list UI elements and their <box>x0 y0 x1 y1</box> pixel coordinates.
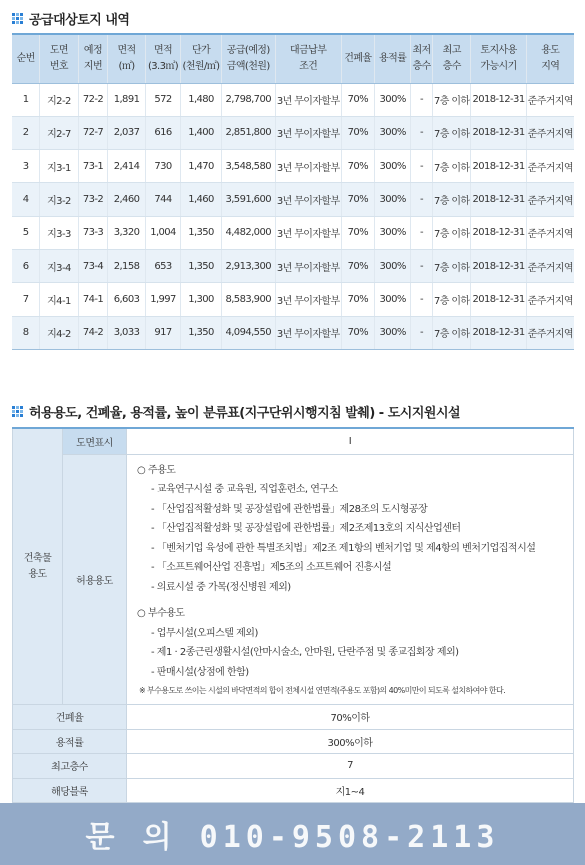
land-supply-table <box>12 33 574 350</box>
spec-label: 용적률 <box>13 729 127 754</box>
table-cell: 2018-12-31 <box>471 150 526 183</box>
main-use-heading: ○ 주용도 <box>137 464 176 476</box>
table-cell: 70% <box>341 183 375 216</box>
table-cell: 1,400 <box>181 116 221 149</box>
table-cell: 7층 이하 <box>432 283 471 316</box>
table-cell: 73-2 <box>78 183 108 216</box>
table-cell: 6,603 <box>108 283 145 316</box>
table-cell: 3년 무이자할부 <box>275 116 341 149</box>
table-cell: 7층 이하 <box>432 116 471 149</box>
table-cell: 7층 이하 <box>432 83 471 116</box>
table-cell: 2,037 <box>108 116 145 149</box>
table-cell: 3년 무이자할부 <box>275 249 341 282</box>
building-use-group-label <box>13 428 63 705</box>
spec-value: 7 <box>127 754 574 779</box>
table-cell: 300% <box>375 83 411 116</box>
table-cell: 70% <box>341 83 375 116</box>
table-cell: 73-1 <box>78 150 108 183</box>
map-label-cell: 도면표시 <box>63 428 127 454</box>
table-cell: 지4-1 <box>40 283 78 316</box>
spec-label: 해당블록 <box>13 778 127 803</box>
table-cell: 지3-3 <box>40 216 78 249</box>
table-cell: 3 <box>12 150 40 183</box>
table-cell: 2018-12-31 <box>471 216 526 249</box>
table-cell: - <box>411 216 433 249</box>
table-cell: - <box>411 316 433 349</box>
table-cell: 70% <box>341 316 375 349</box>
table-cell: - <box>411 249 433 282</box>
table-cell: 1,004 <box>145 216 181 249</box>
table-row <box>12 116 574 149</box>
table-cell: 3년 무이자할부 <box>275 316 341 349</box>
main-use-item: - 「산업집적활성화 및 공장설립에 관한법률」제28조의 도시형공장 <box>151 503 428 515</box>
table-cell: 1 <box>12 83 40 116</box>
table-cell: 준주거지역 <box>526 183 574 216</box>
table-cell: 4,094,550 <box>221 316 275 349</box>
column-header: 최저 층수 <box>411 34 433 83</box>
table-cell: 2018-12-31 <box>471 183 526 216</box>
table-cell: 3,033 <box>108 316 145 349</box>
column-header: 단가 (천원/㎡) <box>181 34 221 83</box>
section2-title <box>12 402 460 421</box>
table-cell: 917 <box>145 316 181 349</box>
table-cell: 준주거지역 <box>526 116 574 149</box>
sub-use-item: - 업무시설(오피스텔 제외) <box>151 627 258 639</box>
table-cell: 2 <box>12 116 40 149</box>
table-cell: 2,851,800 <box>221 116 275 149</box>
contact-phone-text: 문 의 010-9508-2113 <box>85 820 500 855</box>
table-cell: 2018-12-31 <box>471 283 526 316</box>
table-cell: 1,350 <box>181 249 221 282</box>
sub-use-item: - 제1 · 2종근린생활시설(안마시술소, 안마원, 단란주점 및 종교집회장 제외) <box>151 647 459 658</box>
table-cell: 지4-2 <box>40 316 78 349</box>
table-row <box>12 283 574 316</box>
column-header: 공급(예정) 금액(천원) <box>221 34 275 83</box>
spec-row <box>13 729 574 754</box>
table-cell: 572 <box>145 83 181 116</box>
spec-value: 지1~4 <box>127 778 574 803</box>
table-row <box>12 216 574 249</box>
table-cell: 7층 이하 <box>432 216 471 249</box>
table-cell: 8 <box>12 316 40 349</box>
table-cell: 7층 이하 <box>432 183 471 216</box>
table-cell: 2,798,700 <box>221 83 275 116</box>
spec-value: 300%이하 <box>127 729 574 754</box>
section2-title-text: 허용용도, 건폐율, 용적률, 높이 분류표(지구단위시행지침 발췌) - 도시지원시설 <box>29 406 461 421</box>
table-cell: 730 <box>145 150 181 183</box>
table-cell: 70% <box>341 116 375 149</box>
table-cell: 지3-4 <box>40 249 78 282</box>
table-cell: 7 <box>12 283 40 316</box>
table-cell: 7층 이하 <box>432 249 471 282</box>
sub-use-heading: ○ 부수용도 <box>137 608 185 619</box>
column-header: 도면 번호 <box>40 34 78 83</box>
table-cell: 3년 무이자할부 <box>275 216 341 249</box>
table-cell: 지2-7 <box>40 116 78 149</box>
main-use-item: - 「소프트웨어산업 진흥법」제5조의 소프트웨어 진흥시설 <box>151 562 392 573</box>
table-cell: 74-2 <box>78 316 108 349</box>
table-cell: 1,300 <box>181 283 221 316</box>
table-cell: 3,320 <box>108 216 145 249</box>
table-cell: 7층 이하 <box>432 150 471 183</box>
sub-use-item: - 판매시설(상점에 한함) <box>151 666 249 678</box>
table-cell: 3,591,600 <box>221 183 275 216</box>
table-cell: 300% <box>375 150 411 183</box>
table-cell: 준주거지역 <box>526 249 574 282</box>
spec-row <box>13 778 574 803</box>
table-cell: 2018-12-31 <box>471 316 526 349</box>
table-cell: 3,548,580 <box>221 150 275 183</box>
table-row <box>12 249 574 282</box>
table-cell: 1,460 <box>181 183 221 216</box>
group-label-text: 건축물 용도 <box>23 552 52 580</box>
table-cell: 1,470 <box>181 150 221 183</box>
table-cell: 744 <box>145 183 181 216</box>
table-cell: 2,414 <box>108 150 145 183</box>
table-cell: 8,583,900 <box>221 283 275 316</box>
table-cell: 2,158 <box>108 249 145 282</box>
allowed-use-label: 허용용도 <box>63 454 127 705</box>
table-cell: 300% <box>375 283 411 316</box>
table-cell: 2018-12-31 <box>471 83 526 116</box>
allowed-use-list <box>127 454 574 705</box>
column-header: 최고 층수 <box>432 34 471 83</box>
table-cell: 300% <box>375 116 411 149</box>
table-cell: 준주거지역 <box>526 283 574 316</box>
table-cell: - <box>411 150 433 183</box>
column-header: 용적률 <box>375 34 411 83</box>
table-cell: 지3-2 <box>40 183 78 216</box>
table-cell: 300% <box>375 249 411 282</box>
table-cell: 2018-12-31 <box>471 249 526 282</box>
table-cell: 준주거지역 <box>526 150 574 183</box>
column-header: 용도 지역 <box>526 34 574 83</box>
bullet-grid-icon <box>12 13 23 24</box>
table-cell: - <box>411 183 433 216</box>
table-cell: 73-3 <box>78 216 108 249</box>
table-cell: 준주거지역 <box>526 316 574 349</box>
table-cell: 300% <box>375 316 411 349</box>
table-cell: 6 <box>12 249 40 282</box>
table-cell: 72-2 <box>78 83 108 116</box>
table-cell: 2,913,300 <box>221 249 275 282</box>
table-row <box>12 150 574 183</box>
table-cell: 2,460 <box>108 183 145 216</box>
table-header-row <box>12 34 574 83</box>
table-row <box>12 83 574 116</box>
spec-row <box>13 754 574 779</box>
table-cell: 70% <box>341 150 375 183</box>
table-cell: 74-1 <box>78 283 108 316</box>
table-cell: 3년 무이자할부 <box>275 183 341 216</box>
table-cell: - <box>411 283 433 316</box>
table-cell: 4 <box>12 183 40 216</box>
table-cell: 70% <box>341 249 375 282</box>
use-note: ※ 부수용도로 쓰이는 시설의 바닥면적의 합이 전체시설 연면적(주용도 포함)의 40%미만이 되도록 설치하여야 한다. <box>139 686 506 695</box>
spec-row <box>13 705 574 730</box>
table-cell: 1,350 <box>181 316 221 349</box>
table-cell: 300% <box>375 216 411 249</box>
table-row <box>12 316 574 349</box>
table-cell: 73-4 <box>78 249 108 282</box>
column-header: 토지사용 가능시기 <box>471 34 526 83</box>
section1-title-text: 공급대상토지 내역 <box>29 13 130 28</box>
section1-title <box>12 9 130 28</box>
table-cell: 1,891 <box>108 83 145 116</box>
column-header: 대금납부 조건 <box>275 34 341 83</box>
table-row <box>12 183 574 216</box>
spec-value: 70%이하 <box>127 705 574 730</box>
table-cell: 5 <box>12 216 40 249</box>
table-cell: - <box>411 116 433 149</box>
main-use-item: - 「산업집적활성화 및 공장설립에 관한법률」제2조제13호의 지식산업센터 <box>151 523 461 534</box>
table-cell: 7층 이하 <box>432 316 471 349</box>
table-cell: 1,480 <box>181 83 221 116</box>
table-cell: 72-7 <box>78 116 108 149</box>
table-cell: 3년 무이자할부 <box>275 83 341 116</box>
main-use-item: - 교육연구시설 중 교육원, 직업훈련소, 연구소 <box>151 484 338 495</box>
table-cell: 70% <box>341 283 375 316</box>
table-cell: - <box>411 83 433 116</box>
column-header: 건폐율 <box>341 34 375 83</box>
table-cell: 4,482,000 <box>221 216 275 249</box>
allowed-use-table <box>12 427 574 803</box>
map-value-cell: I <box>127 428 574 454</box>
table-cell: 1,350 <box>181 216 221 249</box>
main-use-item: - 의료시설 중 가목(정신병원 제외) <box>151 581 291 593</box>
spec-label: 최고층수 <box>13 754 127 779</box>
contact-banner <box>0 803 585 865</box>
column-header: 면적 (3.3㎡) <box>145 34 181 83</box>
table-cell: 616 <box>145 116 181 149</box>
table-cell: 3년 무이자할부 <box>275 150 341 183</box>
table-cell: 653 <box>145 249 181 282</box>
main-use-item: - 「벤처기업 육성에 관한 특별조치법」제2조 제1항의 벤처기업 및 제4항의 벤처기업집적시설 <box>151 542 536 554</box>
table-cell: 3년 무이자할부 <box>275 283 341 316</box>
table-cell: 2018-12-31 <box>471 116 526 149</box>
column-header: 예정 지번 <box>78 34 108 83</box>
table-cell: 지3-1 <box>40 150 78 183</box>
column-header: 면적 (㎡) <box>108 34 145 83</box>
column-header: 순번 <box>12 34 40 83</box>
bullet-grid-icon <box>12 406 23 417</box>
spec-label: 건폐율 <box>13 705 127 730</box>
table-cell: 70% <box>341 216 375 249</box>
table-cell: 1,997 <box>145 283 181 316</box>
table-cell: 지2-2 <box>40 83 78 116</box>
table-cell: 준주거지역 <box>526 83 574 116</box>
table-cell: 300% <box>375 183 411 216</box>
table-cell: 준주거지역 <box>526 216 574 249</box>
